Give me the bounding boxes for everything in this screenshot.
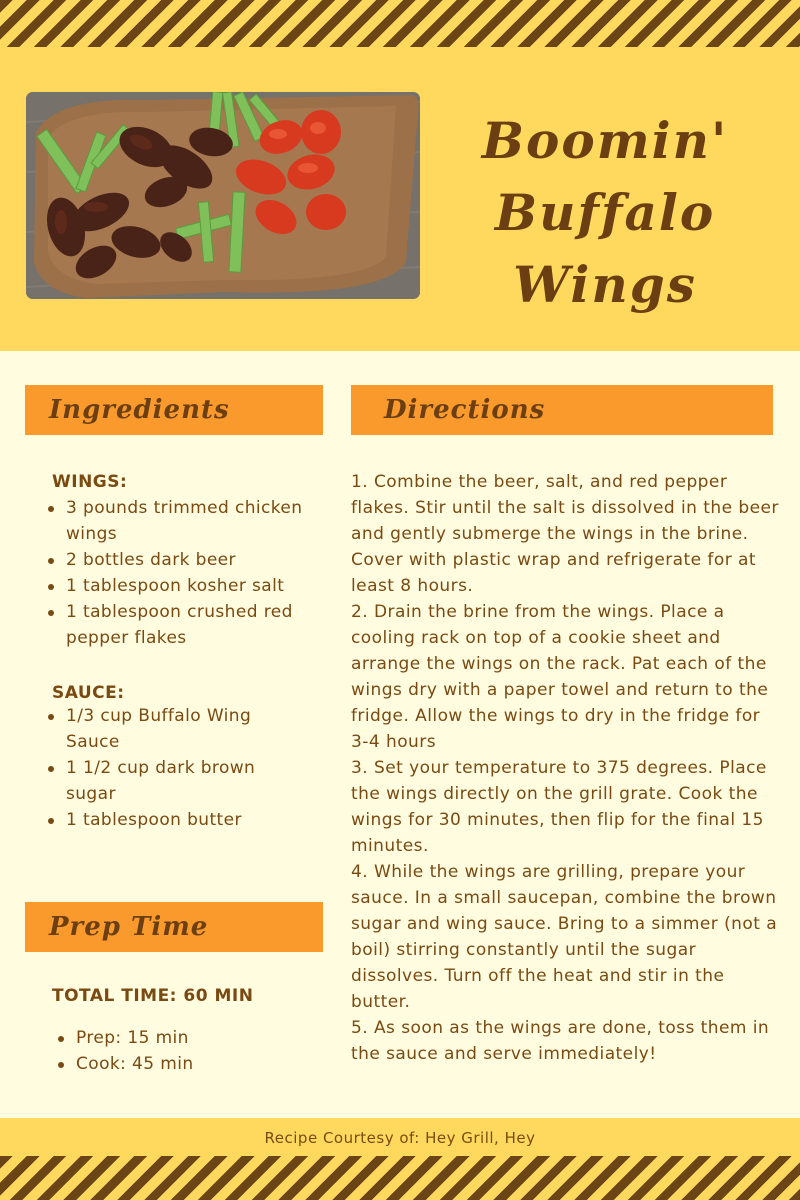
list-item: 1 tablespoon butter [48, 807, 293, 833]
ingredients-heading: Ingredients [49, 395, 230, 425]
ingredients-header-bar [25, 385, 323, 435]
buffalo-wings-photo [26, 92, 420, 299]
prep-time-list [58, 1025, 298, 1077]
recipe-title [440, 105, 770, 321]
list-item: Prep: 15 min [58, 1025, 298, 1051]
list-item: 1 tablespoon crushed red pepper flakes [48, 599, 318, 651]
list-item: 1 1/2 cup dark brown sugar [48, 755, 293, 807]
prep-time-heading: Prep Time [49, 912, 209, 942]
direction-step: 5. As soon as the wings are done, toss them in the sauce and serve immediately! [351, 1018, 770, 1064]
sauce-label: SAUCE: [52, 683, 125, 703]
directions-heading: Directions [384, 395, 546, 425]
list-item: Cook: 45 min [58, 1051, 298, 1077]
direction-step: 1. Combine the beer, salt, and red pepper flakes. Stir until the salt is dissolved in the beer and gently submerge the wings in the brine. Cover with plastic wrap and refrigerate for at least 8 hours. [351, 472, 779, 596]
total-time: TOTAL TIME: 60 MIN [52, 986, 254, 1006]
title-line-2: Buffalo [494, 183, 716, 242]
bottom-stripe-border [0, 1156, 800, 1200]
footer [0, 1118, 800, 1156]
wings-label: WINGS: [52, 472, 128, 492]
direction-step: 2. Drain the brine from the wings. Place a cooling rack on top of a cookie sheet and arrange the wings on the rack. Pat each of the wings dry with a paper towel and return to the fridge. Allow the wings to dry in the fridge for 3-4 hours [351, 602, 769, 752]
sauce-ingredient-list [48, 703, 293, 833]
list-item: 2 bottles dark beer [48, 547, 318, 573]
top-stripe-border [0, 0, 800, 47]
list-item: 1 tablespoon kosher salt [48, 573, 318, 599]
recipe-credit: Recipe Courtesy of: Hey Grill, Hey [264, 1129, 536, 1147]
list-item: 3 pounds trimmed chicken wings [48, 495, 318, 547]
header [0, 47, 800, 351]
directions-text [351, 469, 781, 1067]
direction-step: 3. Set your temperature to 375 degrees. Place the wings directly on the grill grate. Cook the wings for 30 minutes, then flip for the final 15 minutes. [351, 758, 767, 856]
directions-header-bar [351, 385, 773, 435]
prep-time-header-bar [25, 902, 323, 952]
direction-step: 4. While the wings are grilling, prepare your sauce. In a small saucepan, combine the brown sugar and wing sauce. Bring to a simmer (not a boil) stirring constantly until the sugar dissolves. Turn off the heat and stir in the butter. [351, 862, 778, 1012]
list-item: 1/3 cup Buffalo Wing Sauce [48, 703, 293, 755]
title-line-3: Wings [513, 255, 697, 314]
title-line-1: Boomin' [481, 111, 729, 170]
wings-ingredient-list [48, 495, 318, 651]
